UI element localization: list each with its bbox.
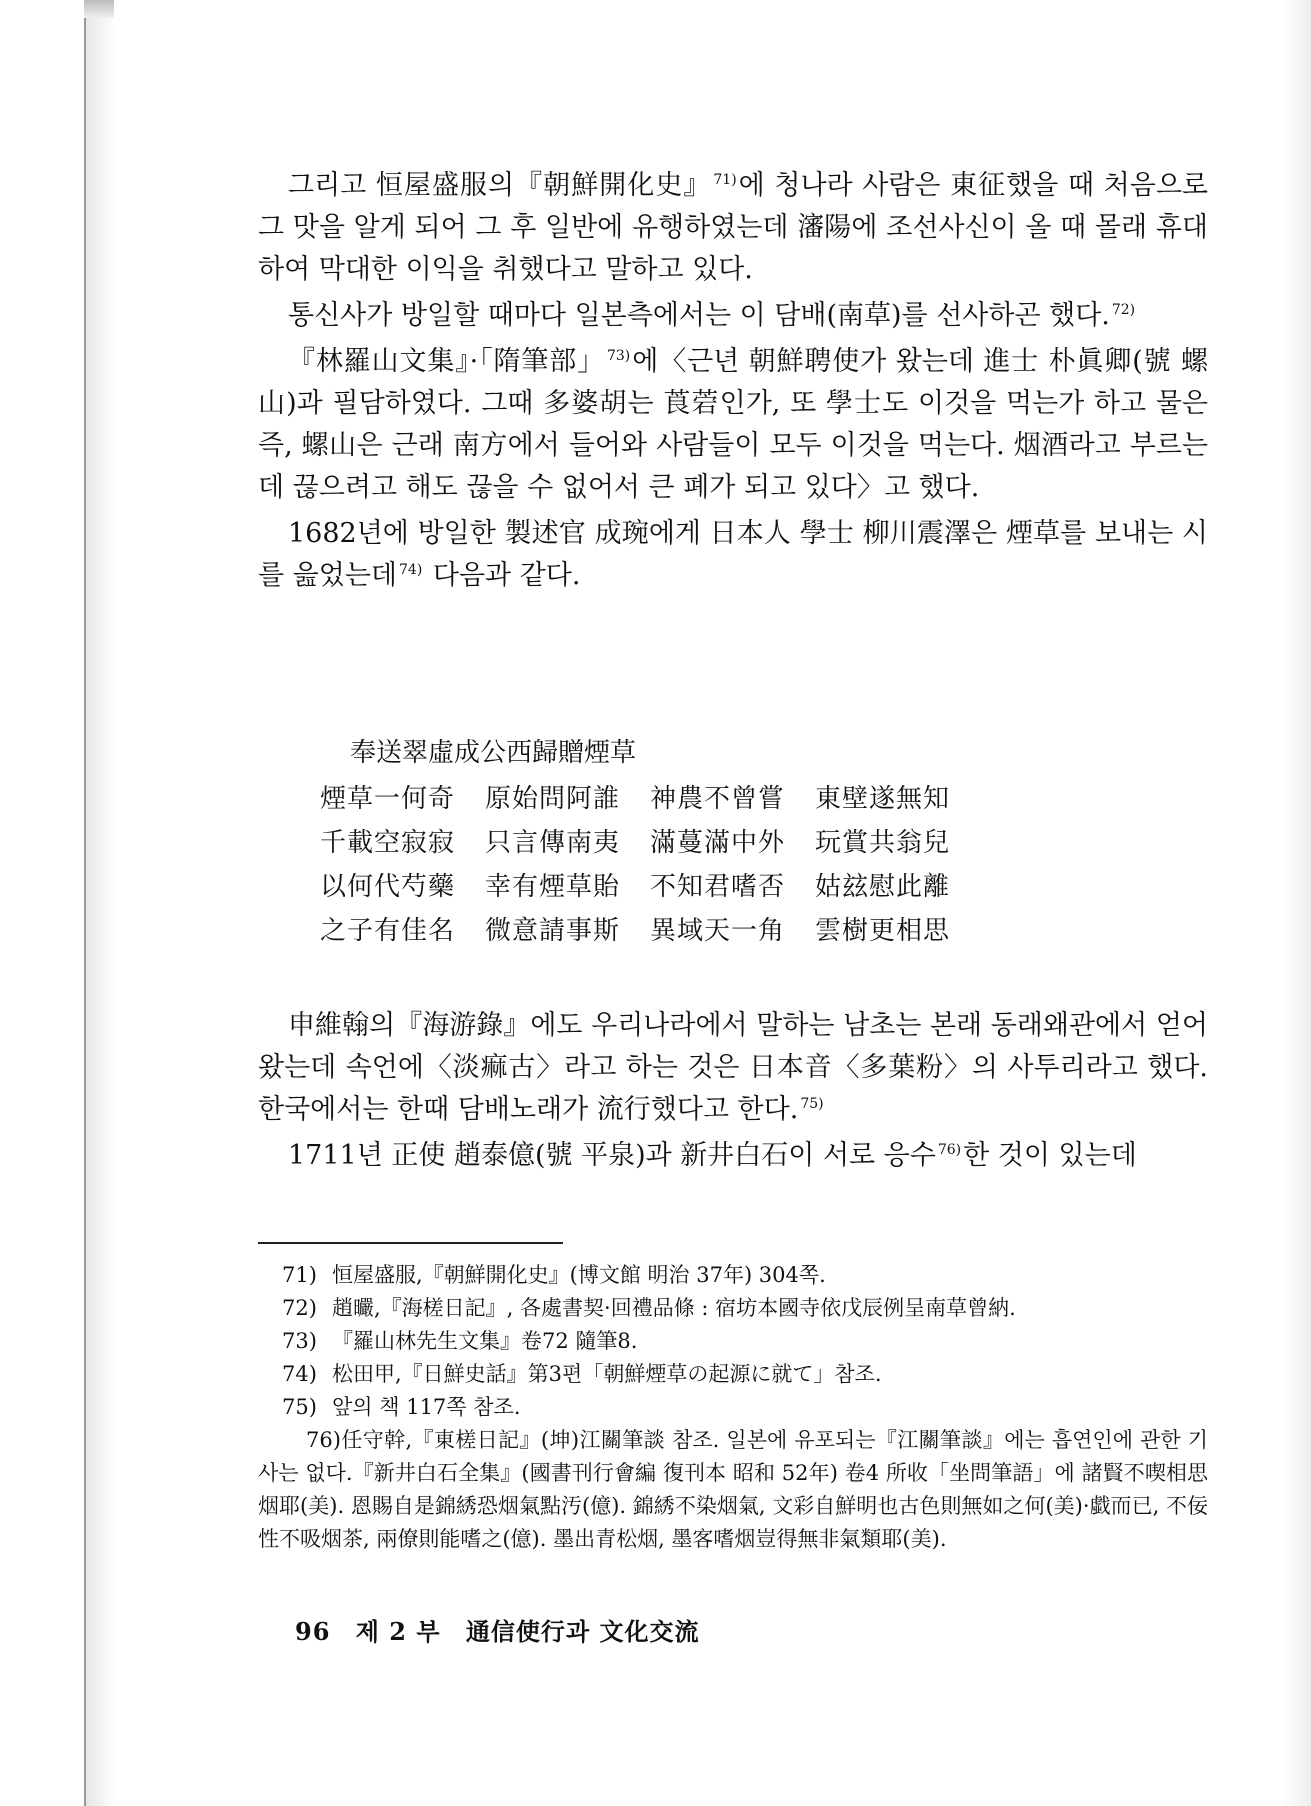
footnote xyxy=(258,1358,1208,1391)
page-corner-shadow xyxy=(84,0,114,18)
poem-line: 不知君嗜否 xyxy=(650,872,786,902)
poem-row xyxy=(320,914,980,958)
page-right-shade xyxy=(1281,0,1311,1806)
footnote-ref[interactable]: 76) xyxy=(937,1142,962,1158)
footnote-number: 76) xyxy=(306,1428,341,1452)
body-text-bottom xyxy=(258,1005,1208,1177)
paragraph: 통신사가 방일할 때마다 일본측에서는 이 담배(南草)를 선사하곤 했다. $^{72)}$ xyxy=(288,300,1136,331)
poem-title: 奉送翠虛成公西歸贈煙草 xyxy=(350,738,637,768)
footnote-text: 松田甲,『日鮮史話』第3편「朝鮮煙草の起源に就て」참조. xyxy=(332,1362,882,1386)
footnote xyxy=(258,1292,1208,1325)
footnote xyxy=(258,1259,1208,1292)
poem-line: 滿蔓滿中外 xyxy=(650,828,786,858)
footnote-ref[interactable]: 73) xyxy=(606,348,631,364)
poem-line: 神農不曾嘗 xyxy=(650,784,786,814)
footnote-ref[interactable]: 72) xyxy=(1111,302,1136,318)
footnote xyxy=(258,1391,1208,1424)
footnote xyxy=(258,1424,1208,1556)
footnote-number: 73) xyxy=(282,1329,317,1353)
poem-line: 雲樹更相思 xyxy=(815,916,951,946)
body-text-top xyxy=(258,165,1208,597)
poem-line: 原始問阿誰 xyxy=(485,784,621,814)
poem-line: 玩賞共翁兒 xyxy=(815,828,951,858)
poem-line: 以何代芍藥 xyxy=(320,872,456,902)
footnote-text: 恒屋盛服,『朝鮮開化史』(博文館 明治 37年) 304쪽. xyxy=(332,1263,826,1287)
footnote-text: 趙曮,『海槎日記』, 各處書契·回禮品條 : 宿坊本國寺依戊辰例呈南草曾納. xyxy=(332,1296,1016,1320)
poem-row xyxy=(320,870,980,914)
part-label: 제 2 부 xyxy=(355,1617,441,1646)
poem-row xyxy=(320,826,980,870)
footnote-text: 任守幹,『東槎日記』(坤)江關筆談 참조. 일본에 유포되는『江關筆談』에는 흡연인에 관한 기사는 없다.『新井白石全集』(國書刊行會編 復刊本 昭和 52年) 卷4 所收「坐問筆語」에 諸賢不喫相思烟耶(美). 恩賜自是錦綉恐烟氣點汚(億). 錦綉不染烟氣, 文彩自鮮明也古色則無如之何(美)·戱而已, 不佞性不吸烟茶, 兩僚則能嗜之(億). 墨出青松烟, 墨客嗜烟豈得無非氣類耶(美). xyxy=(258,1428,1208,1551)
footnote-text: 앞의 책 117쪽 참조. xyxy=(332,1395,521,1419)
paragraph: 申維翰의『海游錄』에도 우리나라에서 말하는 남초는 본래 동래왜관에서 얻어왔는데 속언에〈淡痲古〉라고 하는 것은 日本音〈多葉粉〉의 사투리라고 했다. 한국에서는 한때 담배노래가 流行했다고 한다. $^{75)}$ xyxy=(258,1010,1208,1125)
footnote-divider xyxy=(258,1242,563,1244)
poem-line: 東壁遂無知 xyxy=(815,784,951,814)
page-number: 96 xyxy=(295,1617,331,1646)
paragraph: 그리고 恒屋盛服의『朝鮮開化史』 $^{71)}$에 청나라 사람은 東征했을 때 처음으로 그 맛을 알게 되어 그 후 일반에 유행하였는데 瀋陽에 조선사신이 올 때 몰래 휴대하여 막대한 이익을 취했다고 말하고 있다. xyxy=(258,170,1208,285)
poem-line: 微意請事斯 xyxy=(485,916,621,946)
footnote-ref[interactable]: 74) xyxy=(399,562,423,578)
poem-block xyxy=(320,736,980,958)
page-binding-edge xyxy=(84,0,116,1806)
poem-row xyxy=(320,782,980,826)
page-footer xyxy=(295,1612,715,1647)
paragraph: 『林羅山文集』·「隋筆部」 $^{73)}$에〈근년 朝鮮聘使가 왔는데 進士 朴眞卿(號 螺山)과 필담하였다. 그때 多婆胡는 莨菪인가, 또 學士도 이것을 먹는가 하고 물은즉, 螺山은 근래 南方에서 들어와 사람들이 모두 이것을 먹는다. 烟酒라고 부르는데 끊으려고 해도 끊을 수 없어서 큰 폐가 되고 있다〉고 했다. xyxy=(258,346,1208,503)
part-title: 通信使行과 文化交流 xyxy=(465,1617,700,1646)
poem-line: 之子有佳名 xyxy=(320,916,456,946)
footnote-ref[interactable]: 71) xyxy=(713,172,737,188)
footnote-ref[interactable]: 75) xyxy=(800,1096,824,1112)
footnote-number: 71) xyxy=(282,1263,317,1287)
paragraph: 1682년에 방일한 製述官 成琬에게 日本人 學士 柳川震澤은 煙草를 보내는 시를 읊었는데 $^{74)}$ 다음과 같다. xyxy=(258,518,1208,591)
poem-line: 姑玆慰此離 xyxy=(815,872,951,902)
poem-line: 千載空寂寂 xyxy=(320,828,456,858)
poem-line: 異域天一角 xyxy=(650,916,786,946)
paragraph: 1711년 正使 趙泰億(號 平泉)과 新井白石이 서로 응수 $^{76)}$한 것이 있는데 xyxy=(288,1140,1137,1171)
poem-line: 煙草一何奇 xyxy=(320,784,456,814)
footnote-text: 『羅山林先生文集』卷72 隨筆8. xyxy=(332,1329,638,1353)
footnote-number: 75) xyxy=(282,1395,317,1419)
footnotes xyxy=(258,1259,1208,1556)
footnote-number: 74) xyxy=(282,1362,317,1386)
poem-line: 幸有煙草貽 xyxy=(485,872,621,902)
footnote xyxy=(258,1325,1208,1358)
footnote-number: 72) xyxy=(282,1296,317,1320)
poem-line: 只言傳南夷 xyxy=(485,828,621,858)
